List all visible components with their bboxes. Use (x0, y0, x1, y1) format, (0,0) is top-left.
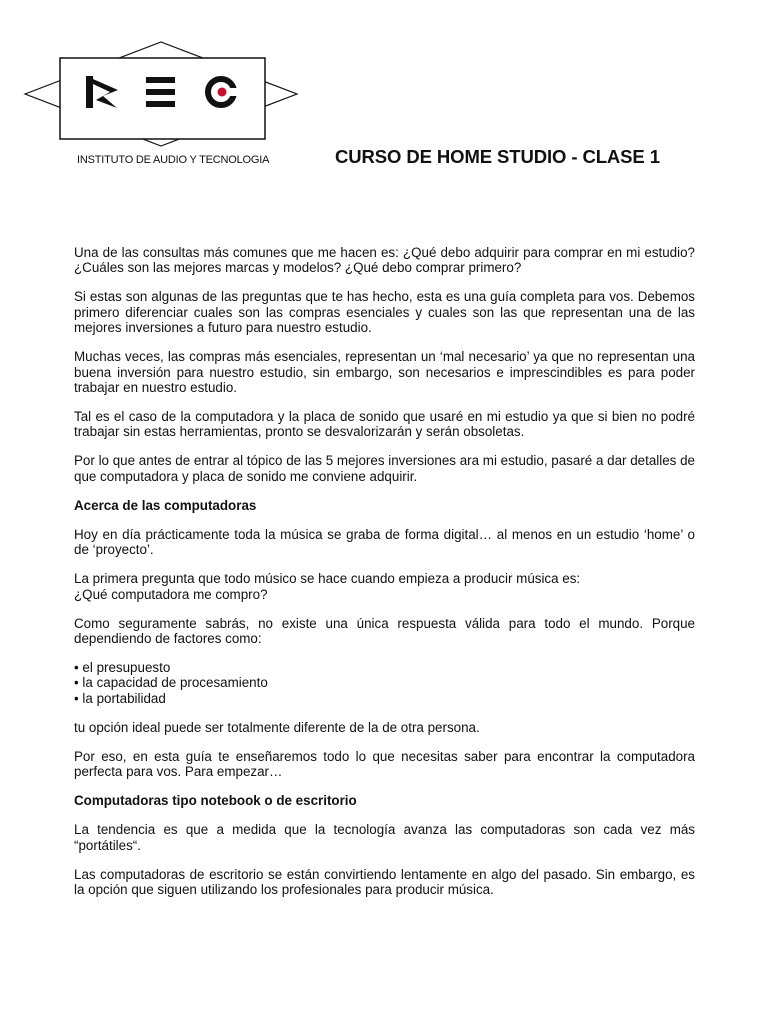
logo-e-glyph (146, 77, 175, 107)
list-item: • el presupuesto (74, 660, 695, 675)
paragraph-line: La primera pregunta que todo músico se hace cuando empieza a producir música es: (74, 571, 581, 587)
paragraph: Muchas veces, las compras más esenciales, representan un ‘mal necesario’ ya que no representan una buena inversión para nuestro estudio, sin embargo, son necesarios e imprescindibles es para poder trabajar en nuestro estudio. (74, 349, 695, 396)
rec-logo (0, 0, 300, 160)
institute-name: INSTITUTO DE AUDIO Y TECNOLOGIA (77, 154, 270, 166)
section-heading: Computadoras tipo notebook o de escritorio (74, 793, 357, 809)
paragraph: La tendencia es que a medida que la tecnología avanza las computadoras son cada vez más “portátiles“. (74, 822, 695, 853)
paragraph: Las computadoras de escritorio se están convirtiendo lentamente en algo del pasado. Sin embargo, es la opción que siguen utilizando los profesionales para producir música. (74, 866, 695, 898)
paragraph: Por lo que antes de entrar al tópico de las 5 mejores inversiones ara mi estudio, pasaré a dar detalles de que computadora y placa de sonido me conviene adquirir. (74, 453, 695, 484)
paragraph: tu opción ideal puede ser totalmente diferente de la de otra persona. (74, 719, 480, 735)
paragraph: Una de las consultas más comunes que me hacen es: ¿Qué debo adquirir para comprar en mi estudio? ¿Cuáles son las mejores marcas y modelos? ¿Qué debo comprar primero? (74, 245, 695, 276)
document-body (74, 245, 695, 911)
logo-red-dot (218, 88, 227, 97)
list-item: • la capacidad de procesamiento (74, 675, 695, 690)
paragraph (74, 571, 695, 602)
factors-list (74, 660, 695, 706)
paragraph: Hoy en día prácticamente toda la música se graba de forma digital… al menos en un estudio ‘home’ o de ‘proyecto’. (74, 526, 695, 558)
paragraph-line: ¿Qué computadora me compro? (74, 586, 268, 602)
paragraph: Por eso, en esta guía te enseñaremos todo lo que necesitas saber para encontrar la computadora perfecta para vos. Para empezar… (74, 748, 695, 780)
paragraph: Si estas son algunas de las preguntas que te has hecho, esta es una guía completa para vos. Debemos primero diferenciar cuales son las compras esenciales y cuales son las que representan una de las mejores inversiones a futuro para nuestro estudio. (74, 289, 695, 336)
paragraph: Como seguramente sabrás, no existe una única respuesta válida para todo el mundo. Porque dependiendo de factores como: (74, 615, 695, 647)
paragraph: Tal es el caso de la computadora y la placa de sonido que usaré en mi estudio ya que si bien no podré trabajar sin estas herramientas, pronto se desvalorizarán y serán obsoletas. (74, 409, 695, 440)
section-heading: Acerca de las computadoras (74, 497, 257, 513)
list-item: • la portabilidad (74, 691, 695, 706)
document-title: CURSO DE HOME STUDIO - CLASE 1 (335, 146, 660, 167)
